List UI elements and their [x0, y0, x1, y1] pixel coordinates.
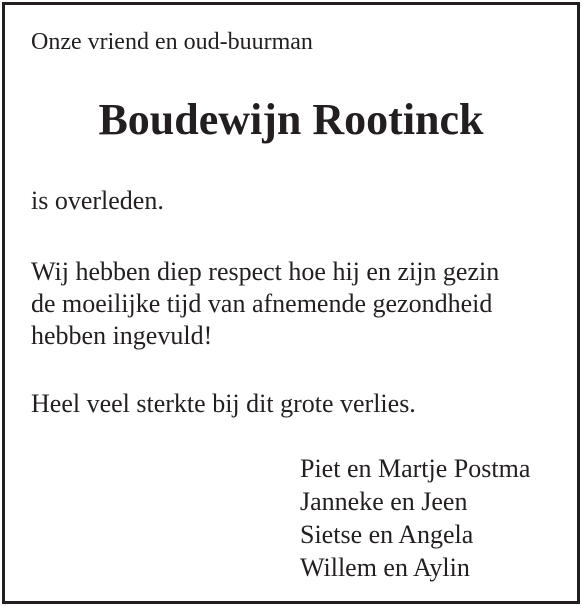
announcement-text: is overleden.	[31, 186, 164, 215]
signers-list	[300, 452, 530, 584]
respect-paragraph	[31, 256, 499, 352]
respect-line: de moeilijke tijd van afnemende gezondheid	[31, 289, 493, 318]
respect-line: hebben ingevuld!	[31, 321, 213, 350]
signer-name: Sietse en Angela	[300, 520, 474, 549]
death-notice-card	[2, 2, 580, 604]
signer-name: Janneke en Jeen	[300, 487, 468, 516]
intro-line: Onze vriend en oud-buurman	[31, 29, 313, 55]
condolence-text: Heel veel sterkte bij dit grote verlies.	[31, 389, 416, 418]
deceased-name: Boudewijn Rootinck	[98, 95, 484, 144]
respect-line: Wij hebben diep respect hoe hij en zijn gezin	[31, 257, 500, 286]
signer-name: Willem en Aylin	[300, 553, 470, 582]
signer-name: Piet en Martje Postma	[300, 454, 531, 483]
